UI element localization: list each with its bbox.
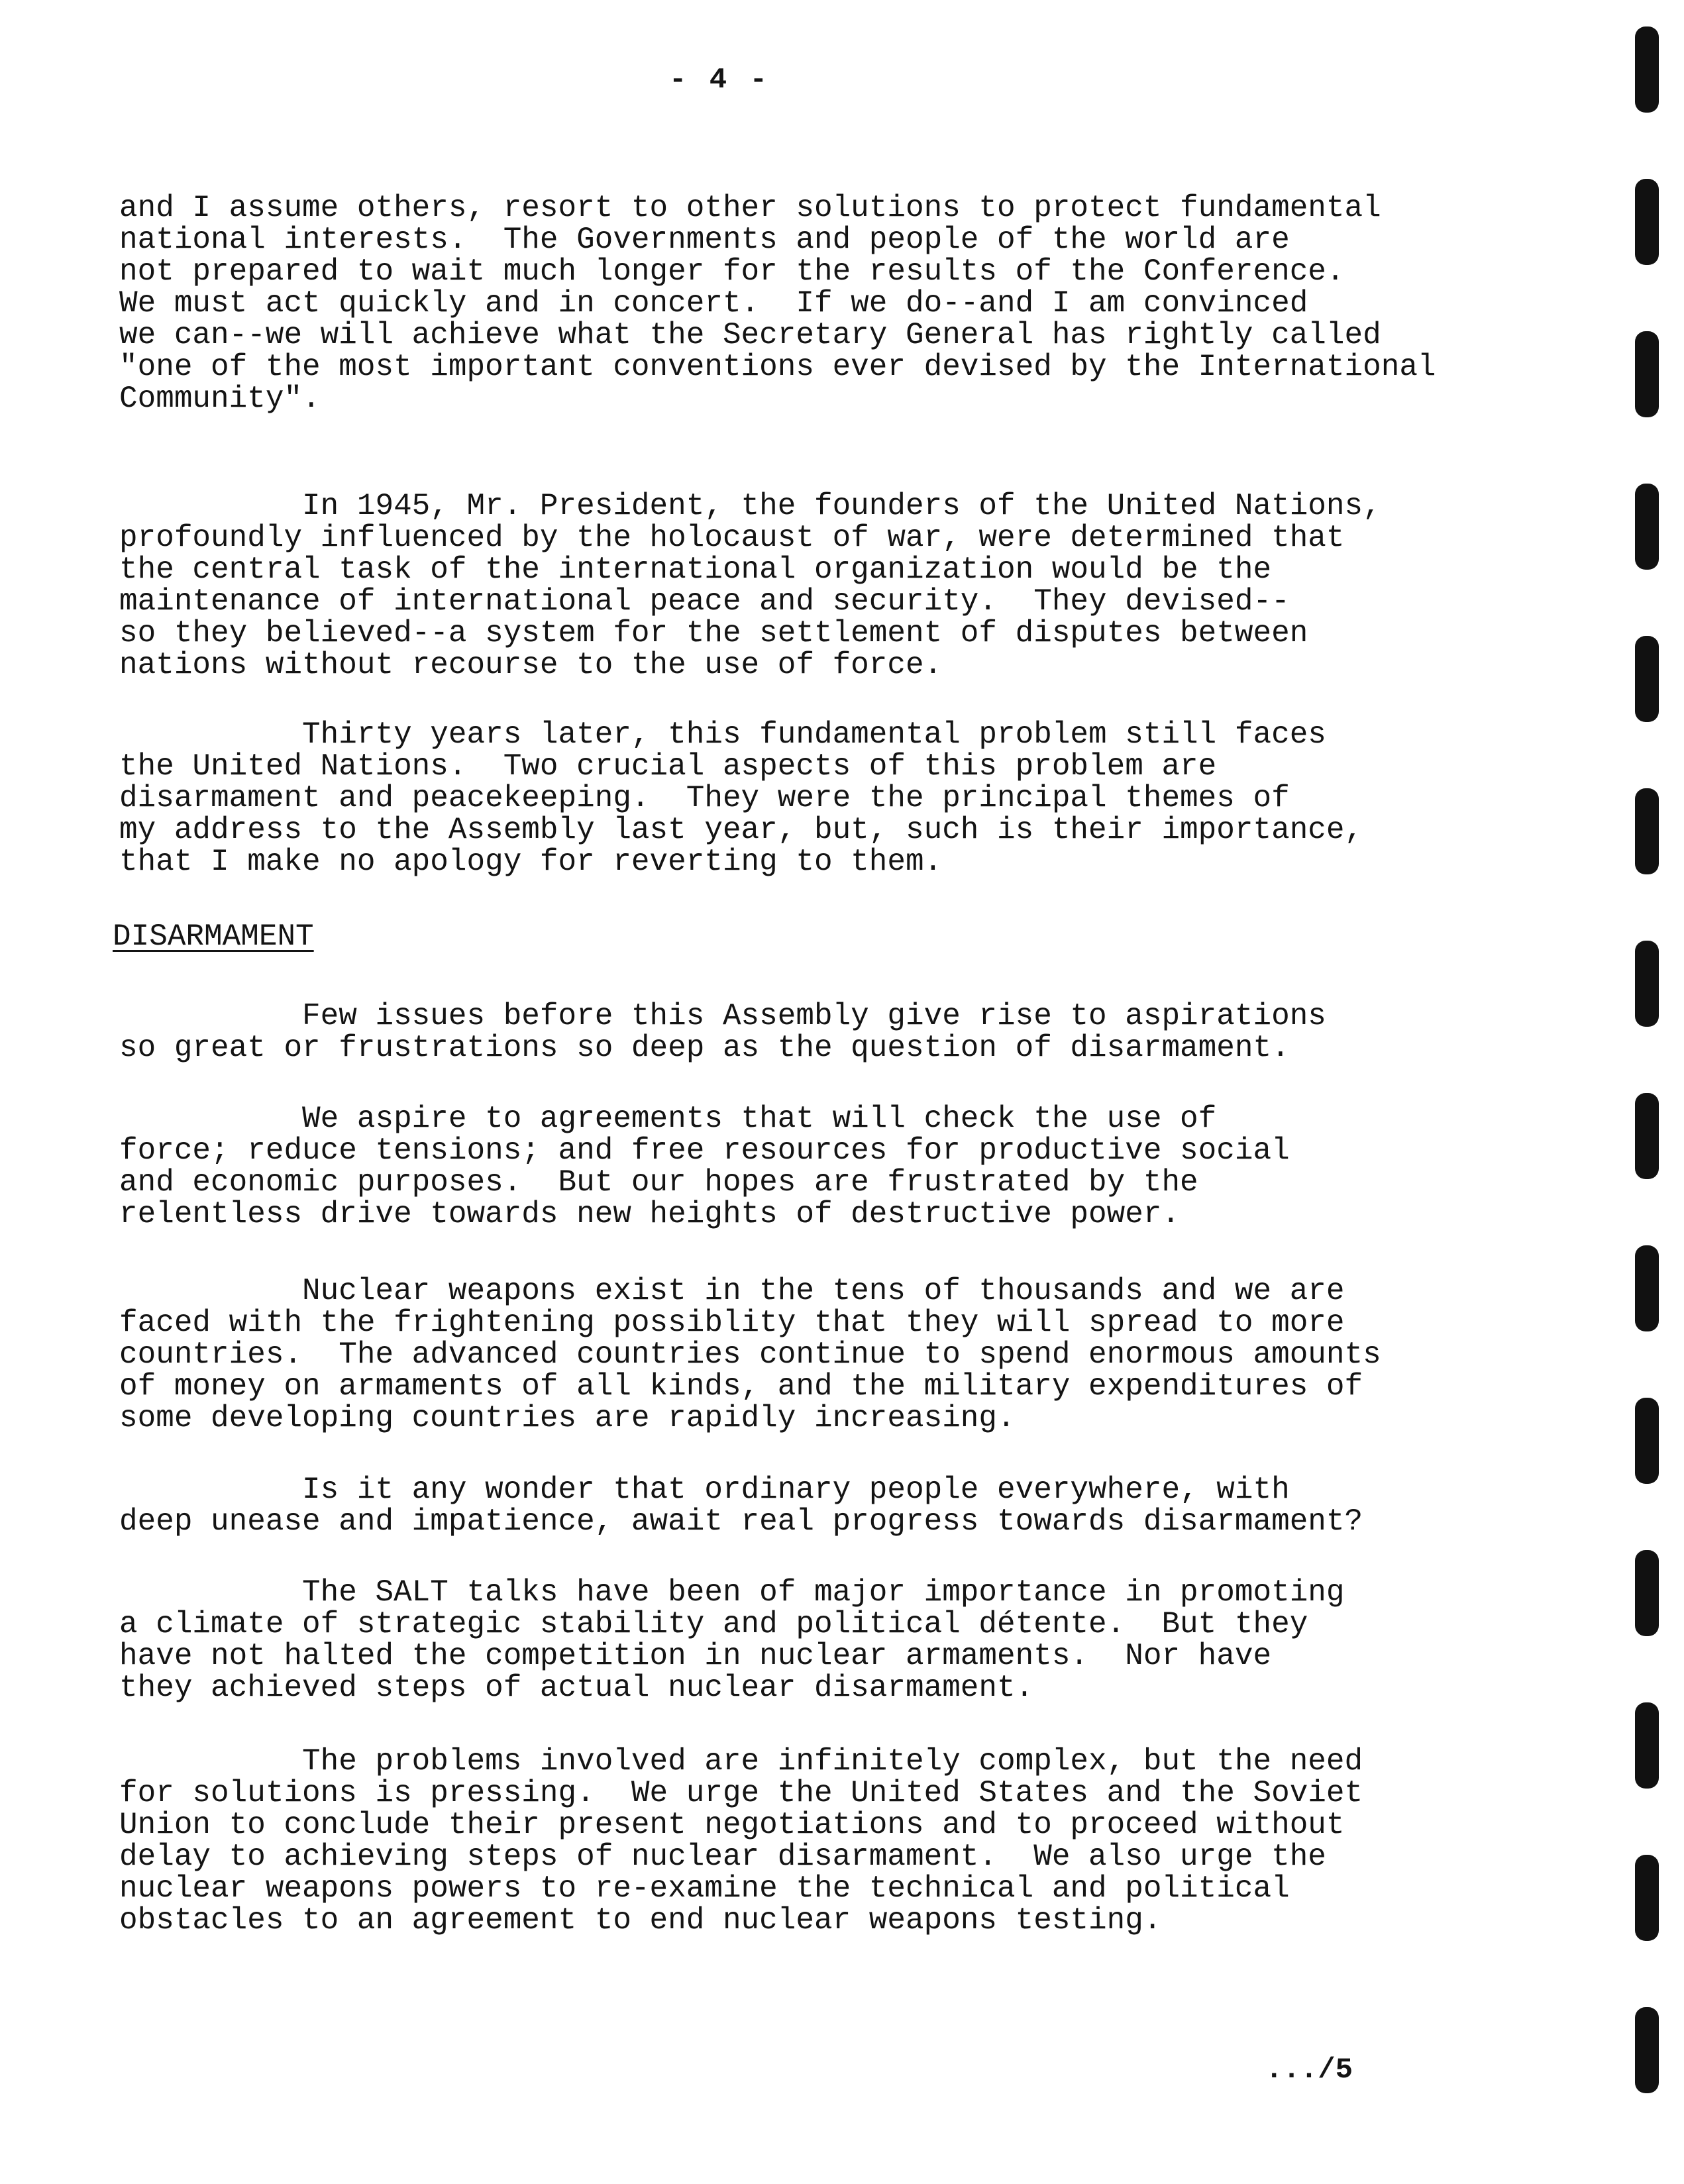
binding-hole [1635, 2007, 1659, 2093]
paragraph-1945: In 1945, Mr. President, the founders of the United Nations, profoundly influenced by the holocaust of war, were determined that the central task of the international organization would be the maintenance of international peace and security. They devised-- so they believed--a system for the settlement of disputes between nations without recourse to the use of force. [119, 489, 1381, 682]
binding-hole [1635, 1245, 1659, 1331]
binding-hole [1635, 484, 1659, 570]
paragraph-thirty-years: Thirty years later, this fundamental problem still faces the United Nations. Two crucial aspects of this problem are disarmament and peacekeeping. They were the principal themes of my address to the Assembly last year, but, such is their importance, that I make no apology for reverting to them. [119, 717, 1363, 879]
paragraph-few-issues: Few issues before this Assembly give rise to aspirations so great or frustrations so deep as the question of disarmament. [119, 999, 1326, 1065]
binding-hole [1635, 26, 1659, 113]
binding-hole [1635, 636, 1659, 722]
paragraph-nuclear-weapons: Nuclear weapons exist in the tens of thousands and we are faced with the frightening possiblity that they will spread to more countries. The advanced countries continue to spend enormous amounts of money on armaments of all kinds, and the military expenditures of some developing countries are rapidly increasing. [119, 1274, 1381, 1435]
paragraph-problems: The problems involved are infinitely complex, but the need for solutions is pressing. We urge the United States and the Soviet Union to conclude their present negotiations and to proceed without delay to achieving steps of nuclear disarmament. We also urge the nuclear weapons powers to re-examine the technical and political obstacles to an agreement to end nuclear weapons testing. [119, 1744, 1363, 1938]
paragraph-intro: and I assume others, resort to other solutions to protect fundamental national interests. The Governments and people of the world are not prepared to wait much longer for the results of the Conference. We must act quickly and in concert. If we do--and I am convinced we can--we will achieve what the Secretary General has rightly called "one of the most important conventions ever devised by the International Community". [119, 191, 1436, 416]
section-heading-disarmament: DISARMAMENT [113, 919, 314, 954]
binding-hole [1635, 179, 1659, 265]
binding-hole [1635, 941, 1659, 1027]
binding-hole [1635, 1093, 1659, 1179]
paragraph-salt-talks: The SALT talks have been of major importance in promoting a climate of strategic stability and political détente. But they have not halted the competition in nuclear armaments. Nor have they achieved steps of actual nuclear disarmament. [119, 1575, 1345, 1705]
binding-hole [1635, 1855, 1659, 1941]
continuation-marker: .../5 [1265, 2054, 1353, 2087]
binding-hole [1635, 788, 1659, 874]
binding-hole [1635, 1550, 1659, 1636]
paragraph-we-aspire: We aspire to agreements that will check the use of force; reduce tensions; and free resources for productive social and economic purposes. But our hopes are frustrated by the relentless drive towards new heights of destructive power. [119, 1102, 1290, 1231]
binding-hole [1635, 1398, 1659, 1484]
page-number: - 4 - [669, 64, 770, 97]
binding-holes [1635, 26, 1661, 2173]
paragraph-any-wonder: Is it any wonder that ordinary people everywhere, with deep unease and impatience, await real progress towards disarmament? [119, 1473, 1363, 1539]
binding-hole [1635, 1702, 1659, 1789]
binding-hole [1635, 331, 1659, 417]
